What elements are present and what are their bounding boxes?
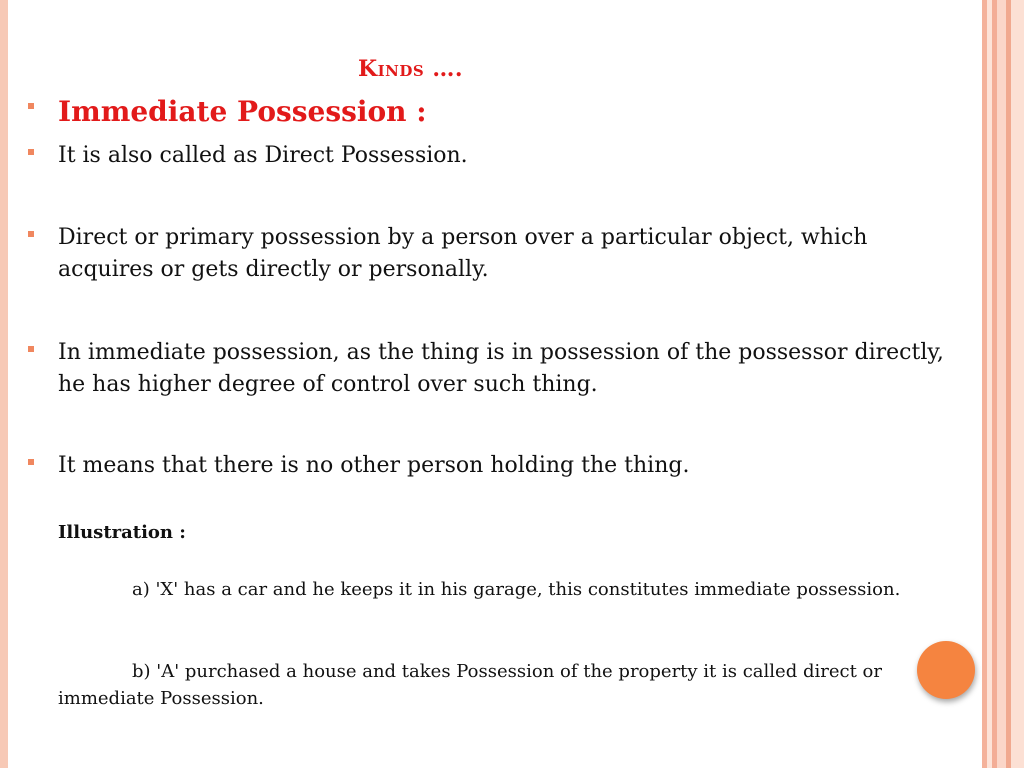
slide-title: Kinds …. (358, 56, 464, 82)
bullet-item-2 (28, 222, 958, 286)
bullet-item-1 (28, 140, 958, 172)
bullet-item-3 (28, 337, 958, 401)
section-heading: Immediate Possession : (58, 95, 427, 128)
right-border-decoration (978, 0, 1024, 768)
bullet-marker (28, 459, 34, 465)
bullet-item-4 (28, 450, 958, 482)
bullet-marker (28, 149, 34, 155)
bullet-text: In immediate possession, as the thing is in possession of the possessor directly, he has higher degree of control over such thing. (58, 340, 944, 397)
bullet-heading (28, 94, 427, 130)
bullet-text: It means that there is no other person holding the thing. (58, 453, 690, 478)
bullet-text: It is also called as Direct Possession. (58, 143, 468, 168)
illustration-item-b: b) 'A' purchased a house and takes Possession of the property it is called direct or immediate Possession. (58, 661, 882, 709)
illustration-item-a: a) 'X' has a car and he keeps it in his garage, this constitutes immediate possession. (132, 579, 901, 600)
left-border-decoration (0, 0, 8, 768)
bullet-marker (28, 346, 34, 352)
bullet-marker (28, 103, 34, 109)
floating-action-button[interactable] (917, 641, 975, 699)
illustration-label: Illustration : (58, 522, 186, 543)
bullet-text: Direct or primary possession by a person over a particular object, which acquires or gets directly or personally. (58, 225, 868, 282)
bullet-marker (28, 231, 34, 237)
